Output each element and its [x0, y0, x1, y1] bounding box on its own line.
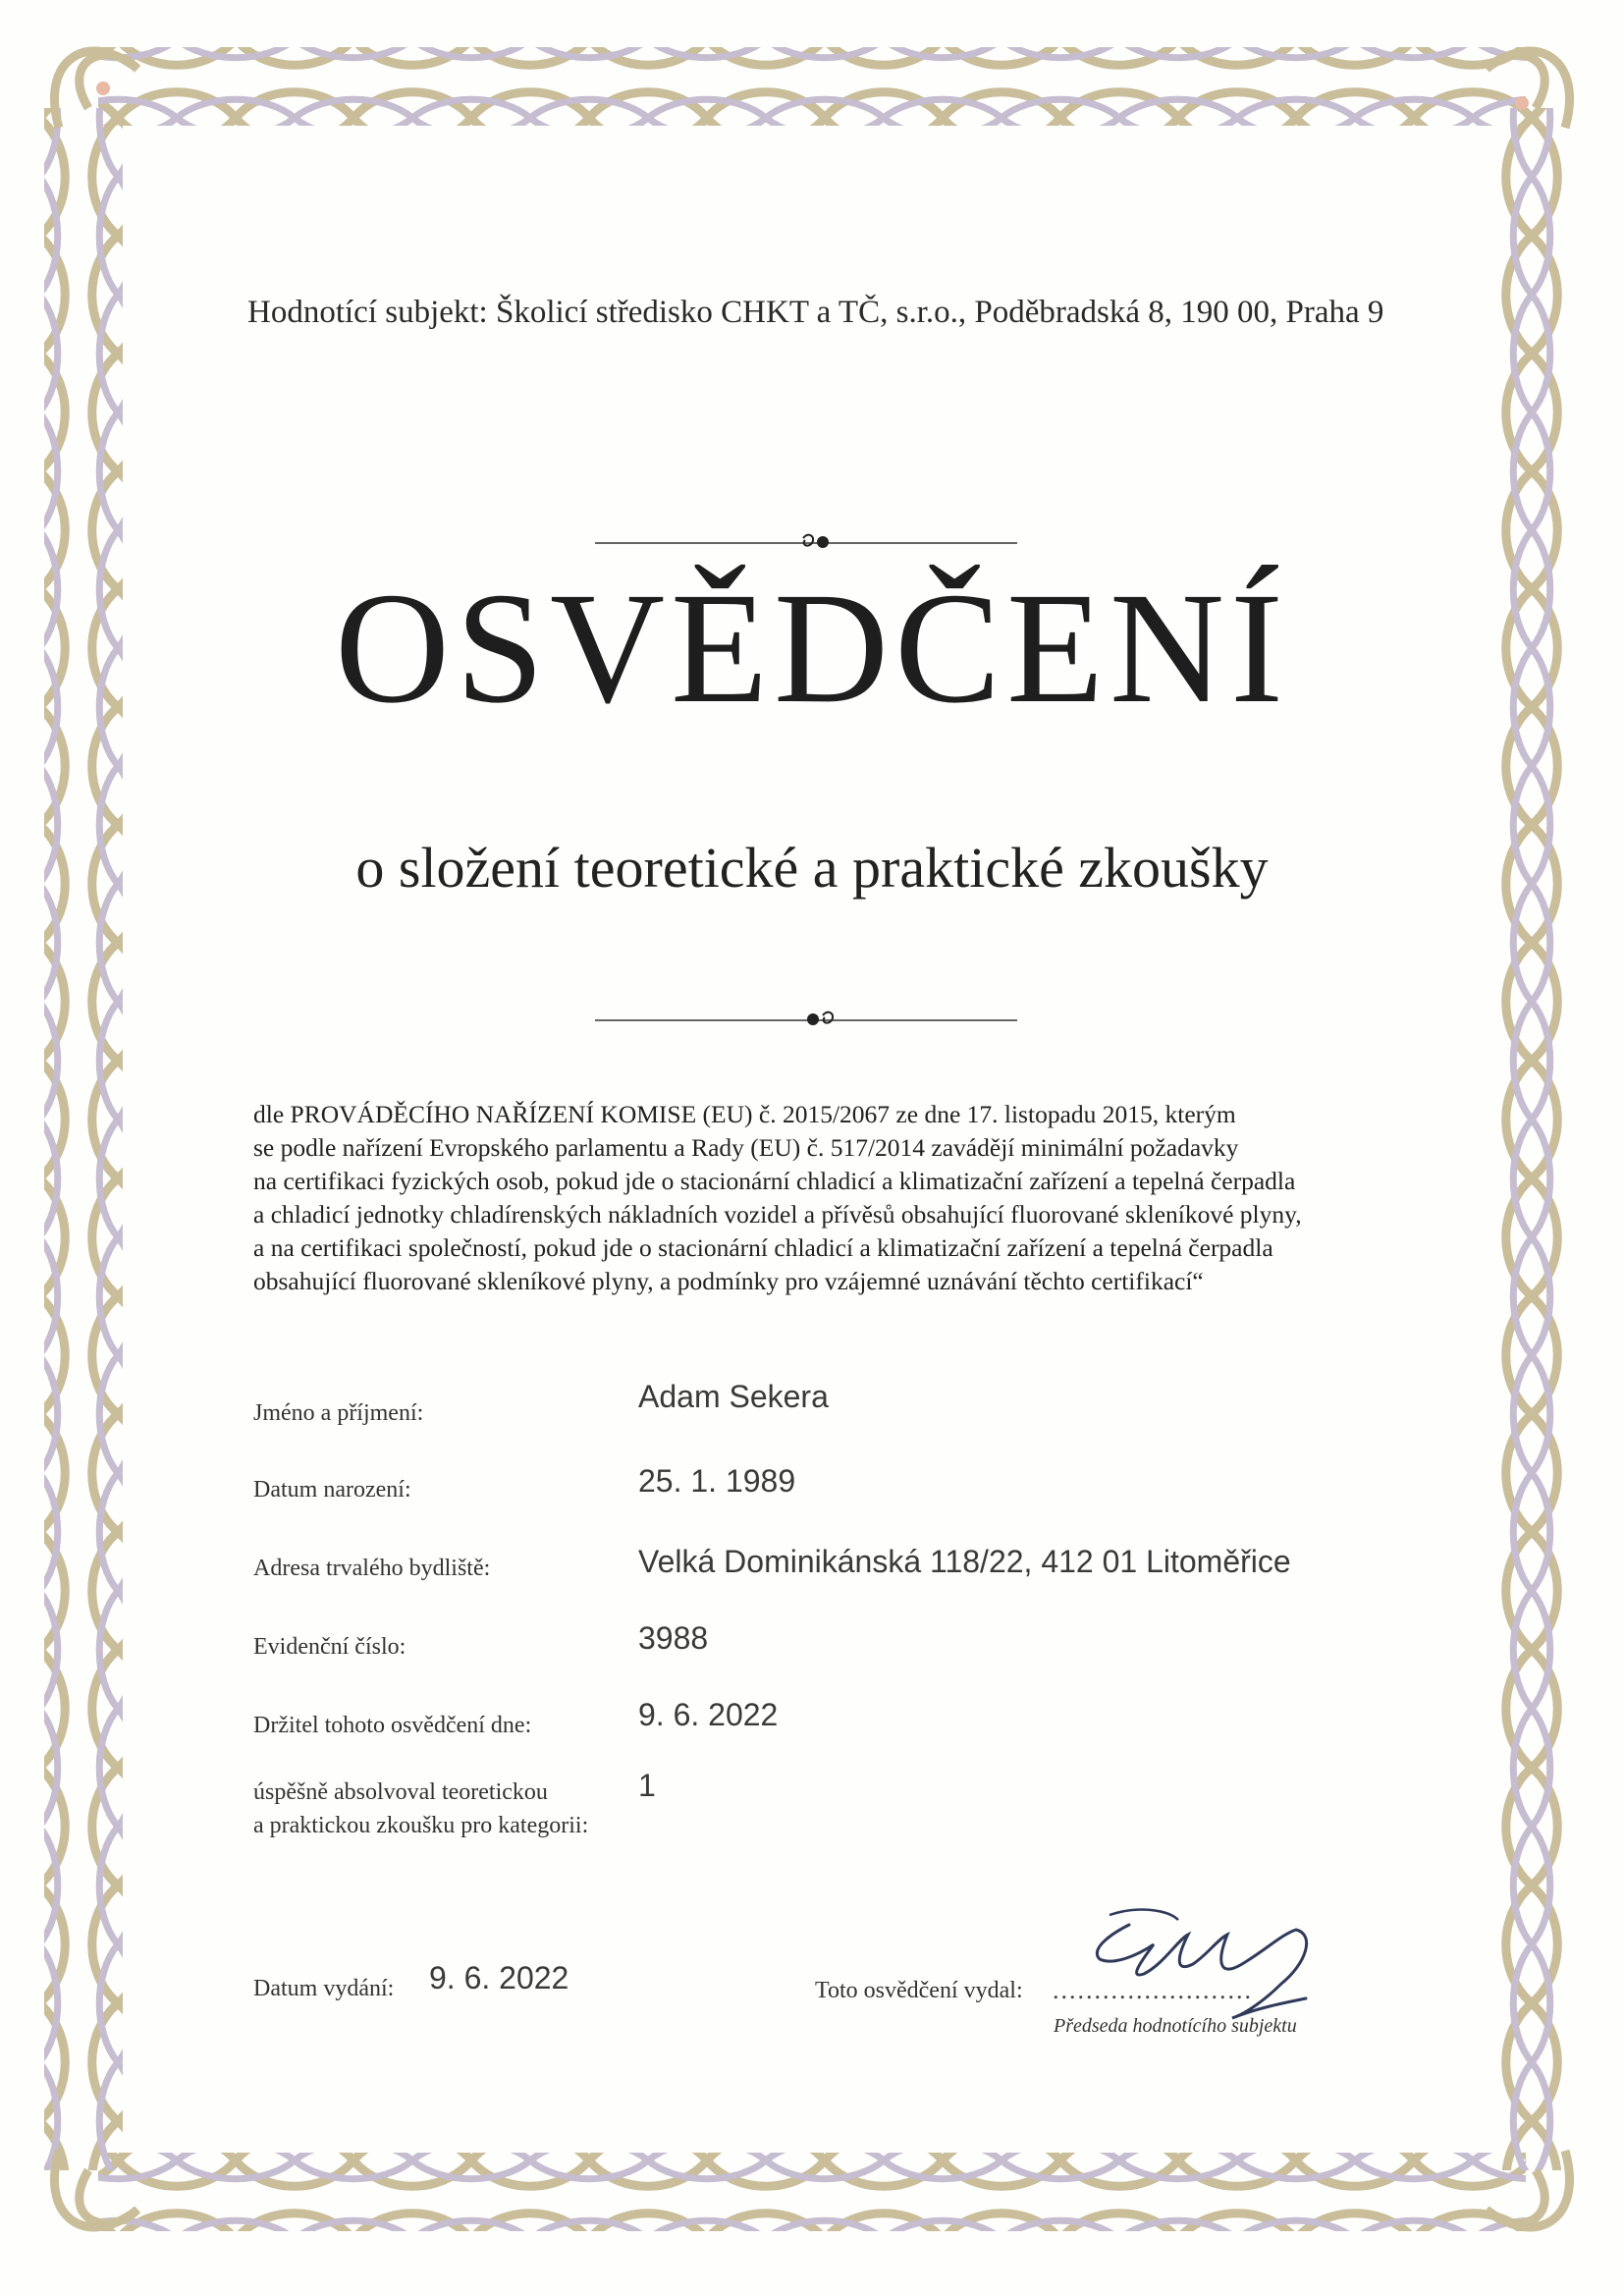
category-label	[253, 1776, 588, 1842]
name-value: Adam Sekera	[638, 1379, 829, 1414]
birth-date-value: 25. 1. 1989	[638, 1463, 796, 1499]
holder-date-label: Držitel tohoto osvědčení dne:	[253, 1713, 532, 1738]
legal-line: se podle nařízení Evropského parlamentu a Rady (EU) č. 517/2014 zavádějí minimální požadavky	[253, 1133, 1239, 1162]
issued-by-label: Toto osvědčení vydal:	[815, 1978, 1023, 2003]
holder-date-value: 9. 6. 2022	[638, 1697, 779, 1732]
issuer-line: Hodnotící subjekt: Školicí středisko CHKT a TČ, s.r.o., Poděbradská 8, 190 00, Praha 9	[247, 295, 1384, 330]
certificate-title: OSVĚDČENÍ	[335, 561, 1289, 737]
category-value: 1	[638, 1768, 656, 1803]
legal-line: obsahující fluorované skleníkové plyny, a podmínky pro vzájemné uznávání těchto certifikací“	[253, 1267, 1204, 1295]
signature-line: ........................	[1053, 1976, 1253, 2004]
category-label-line: úspěšně absolvoval teoretickou	[253, 1779, 548, 1805]
signature	[1070, 1905, 1365, 2043]
birth-date-label: Datum narození:	[253, 1477, 411, 1503]
ornament-divider-bottom	[595, 1004, 1017, 1033]
ornament-divider-top	[595, 526, 1017, 556]
issue-date-value: 9. 6. 2022	[429, 1960, 569, 1995]
legal-line: a na certifikaci společností, pokud jde o stacionární chladicí a klimatizační zařízení a tepelná čerpadla	[253, 1233, 1273, 1262]
issue-date-label: Datum vydání:	[253, 1976, 395, 2001]
evidence-number-value: 3988	[638, 1620, 709, 1656]
certificate-subtitle: o složení teoretické a praktické zkoušky	[355, 836, 1269, 900]
legal-basis-text	[253, 1098, 1392, 1298]
name-label: Jméno a příjmení:	[253, 1400, 424, 1426]
legal-line: dle PROVÁDĚCÍHO NAŘÍZENÍ KOMISE (EU) č. 2015/2067 ze dne 17. listopadu 2015, kterým	[253, 1100, 1236, 1128]
address-label: Adresa trvalého bydliště:	[253, 1556, 491, 1581]
issuer-role: Předseda hodnotícího subjektu	[1054, 2015, 1297, 2037]
legal-line: na certifikaci fyzických osob, pokud jde o stacionární chladicí a klimatizační zařízení a tepelná čerpadla	[253, 1167, 1296, 1195]
evidence-number-label: Evidenční číslo:	[253, 1634, 406, 1660]
address-value: Velká Dominikánská 118/22, 412 01 Litoměřice	[638, 1544, 1291, 1579]
legal-line: a chladicí jednotky chladírenských nákladních vozidel a přívěsů obsahující fluorované skleníkové plyny,	[253, 1200, 1302, 1229]
category-label-line: a praktickou zkoušku pro kategorii:	[253, 1813, 589, 1838]
